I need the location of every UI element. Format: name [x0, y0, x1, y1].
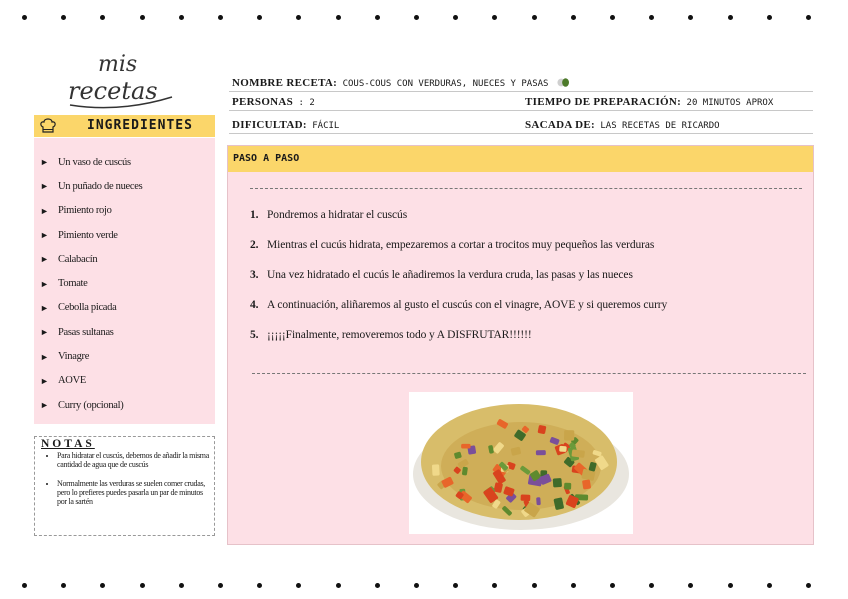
border-dot: [336, 583, 341, 588]
border-dot: [257, 583, 262, 588]
border-dot: [532, 15, 537, 20]
step-text: Una vez hidratado el cucús le añadiremos la verdura cruda, las pasas y las nueces: [267, 269, 633, 281]
note-item: • Para hidratar el cuscús, debemos de añadir la misma cantidad de agua que de cuscús: [57, 451, 213, 469]
border-dot: [728, 583, 733, 588]
food-piece: [553, 478, 562, 487]
border-dot: [257, 15, 262, 20]
border-dot: [336, 15, 341, 20]
food-piece: [432, 464, 440, 475]
steps-top-divider: [250, 188, 802, 189]
ingredient-item: [40, 296, 215, 320]
border-dot: [140, 15, 145, 20]
persons-value: : 2: [298, 98, 315, 108]
border-dot: [218, 15, 223, 20]
source-label: SACADA DE:: [525, 119, 595, 131]
ingredient-item: [40, 150, 215, 174]
border-dot: [806, 583, 811, 588]
ingredient-label: Calabacín: [58, 253, 98, 265]
ingredient-item: [40, 223, 215, 247]
logo-line2: recetas: [68, 77, 158, 105]
border-dot: [414, 583, 419, 588]
couscous-dish-illustration: [409, 392, 633, 534]
ingredient-item: [40, 174, 215, 198]
steps-bottom-divider: [252, 373, 806, 374]
ingredient-item: [40, 344, 215, 368]
ingredient-label: Cebolla picada: [58, 302, 117, 314]
bullet-arrow-icon: ►: [40, 327, 49, 338]
ingredient-label: Tomate: [58, 278, 88, 290]
border-dot: [492, 583, 497, 588]
ingredient-label: Pimiento rojo: [58, 205, 112, 217]
ingredients-header: [34, 115, 215, 137]
step-number: 1.: [250, 209, 259, 221]
bullet-arrow-icon: ►: [40, 400, 49, 411]
step-item: [250, 329, 800, 359]
ingredient-label: Pimiento verde: [58, 229, 118, 241]
steps-panel: [227, 145, 814, 545]
step-text: Pondremos a hidratar el cuscús: [267, 209, 408, 221]
persons-time-row: [229, 93, 813, 111]
ingredient-item: [40, 199, 215, 223]
ingredient-item: [40, 369, 215, 393]
border-dot: [179, 583, 184, 588]
food-piece: [564, 430, 574, 441]
border-dot: [375, 583, 380, 588]
recipe-name-value: COUS-COUS CON VERDURAS, NUECES Y PASAS: [342, 79, 549, 89]
border-dot: [453, 583, 458, 588]
time-label: TIEMPO DE PREPARACIÓN:: [525, 96, 682, 108]
border-dot: [806, 15, 811, 20]
olive-icon: [557, 77, 569, 88]
step-number: 3.: [250, 269, 259, 281]
food-piece: [559, 446, 567, 452]
border-dot: [414, 15, 419, 20]
top-dot-border: [0, 15, 848, 23]
notes-box: [34, 436, 215, 536]
ingredient-item: [40, 320, 215, 344]
ingredient-label: Un puñado de nueces: [58, 180, 143, 192]
food-piece: [538, 425, 547, 434]
notes-title: NOTAS: [41, 438, 95, 450]
bullet-arrow-icon: ►: [40, 302, 49, 313]
step-item: [250, 209, 800, 239]
border-dot: [375, 15, 380, 20]
mis-recetas-logo: [60, 45, 180, 113]
recipe-name-row: [229, 74, 813, 92]
notes-list: [39, 451, 213, 516]
border-dot: [610, 15, 615, 20]
step-item: [250, 269, 800, 299]
food-piece: [564, 483, 571, 490]
bullet-arrow-icon: ►: [40, 205, 49, 216]
step-item: [250, 299, 800, 329]
ingredients-list: [34, 138, 215, 417]
border-dot: [688, 583, 693, 588]
border-dot: [100, 583, 105, 588]
border-dot: [296, 15, 301, 20]
bullet-arrow-icon: ►: [40, 230, 49, 241]
difficulty-value: FÁCIL: [312, 121, 340, 131]
food-piece: [536, 497, 541, 505]
border-dot: [610, 583, 615, 588]
food-piece: [461, 444, 470, 449]
ingredient-label: Vinagre: [58, 351, 90, 363]
border-dot: [61, 583, 66, 588]
ingredient-label: AOVE: [58, 375, 86, 387]
border-dot: [688, 15, 693, 20]
persons-label: PERSONAS: [232, 96, 294, 108]
border-dot: [649, 583, 654, 588]
ingredient-label: Un vaso de cuscús: [58, 156, 131, 168]
bullet-arrow-icon: ►: [40, 181, 49, 192]
border-dot: [767, 15, 772, 20]
chef-hat-icon: [39, 117, 57, 135]
bottom-dot-border: [0, 583, 848, 591]
bullet-arrow-icon: ►: [40, 254, 49, 265]
step-number: 2.: [250, 239, 259, 251]
logo-line1: mis: [98, 52, 138, 77]
ingredients-title: INGREDIENTES: [87, 118, 193, 133]
ingredient-item: [40, 393, 215, 417]
difficulty-source-row: [229, 116, 813, 134]
step-number: 4.: [250, 299, 259, 311]
bullet-arrow-icon: ►: [40, 375, 49, 386]
border-dot: [492, 15, 497, 20]
food-piece: [536, 450, 546, 455]
border-dot: [218, 583, 223, 588]
border-dot: [179, 15, 184, 20]
time-value: 20 MINUTOS APROX: [686, 98, 774, 108]
border-dot: [100, 15, 105, 20]
border-dot: [296, 583, 301, 588]
border-dot: [571, 15, 576, 20]
border-dot: [767, 583, 772, 588]
ingredient-label: Pasas sultanas: [58, 326, 114, 338]
bullet-arrow-icon: ►: [40, 278, 49, 289]
border-dot: [649, 15, 654, 20]
steps-list: [250, 209, 800, 359]
food-piece: [521, 494, 531, 501]
border-dot: [61, 15, 66, 20]
border-dot: [571, 583, 576, 588]
recipe-name-label: NOMBRE RECETA:: [232, 77, 338, 89]
border-dot: [453, 15, 458, 20]
source-value: LAS RECETAS DE RICARDO: [600, 121, 720, 131]
bullet-arrow-icon: ►: [40, 351, 49, 362]
border-dot: [532, 583, 537, 588]
bullet-arrow-icon: ►: [40, 157, 49, 168]
food-piece: [582, 479, 591, 489]
border-dot: [140, 583, 145, 588]
step-text: ¡¡¡¡¡Finalmente, removeremos todo y A DISFRUTAR!!!!!!: [267, 329, 532, 341]
ingredients-list-panel: [34, 138, 215, 424]
difficulty-label: DIFICULTAD:: [232, 119, 307, 131]
step-item: [250, 239, 800, 269]
border-dot: [22, 15, 27, 20]
step-number: 5.: [250, 329, 259, 341]
border-dot: [22, 583, 27, 588]
border-dot: [728, 15, 733, 20]
ingredient-label: Curry (opcional): [58, 399, 124, 411]
step-text: Mientras el cucús hidrata, empezaremos a cortar a trocitos muy pequeños las verduras: [267, 239, 655, 251]
couscous-dish-photo: [409, 392, 633, 534]
ingredient-item: [40, 247, 215, 271]
steps-title: PASO A PASO: [228, 146, 813, 172]
ingredient-item: [40, 271, 215, 295]
step-text: A continuación, aliñaremos al gusto el cuscús con el vinagre, AOVE y si queremos curry: [267, 299, 668, 311]
mis-recetas-logo-art: [60, 45, 180, 113]
note-item: • Normalmente las verduras se suelen comer crudas, pero lo prefieres puedes pasarla un par de minutos por la sartén: [57, 479, 213, 506]
